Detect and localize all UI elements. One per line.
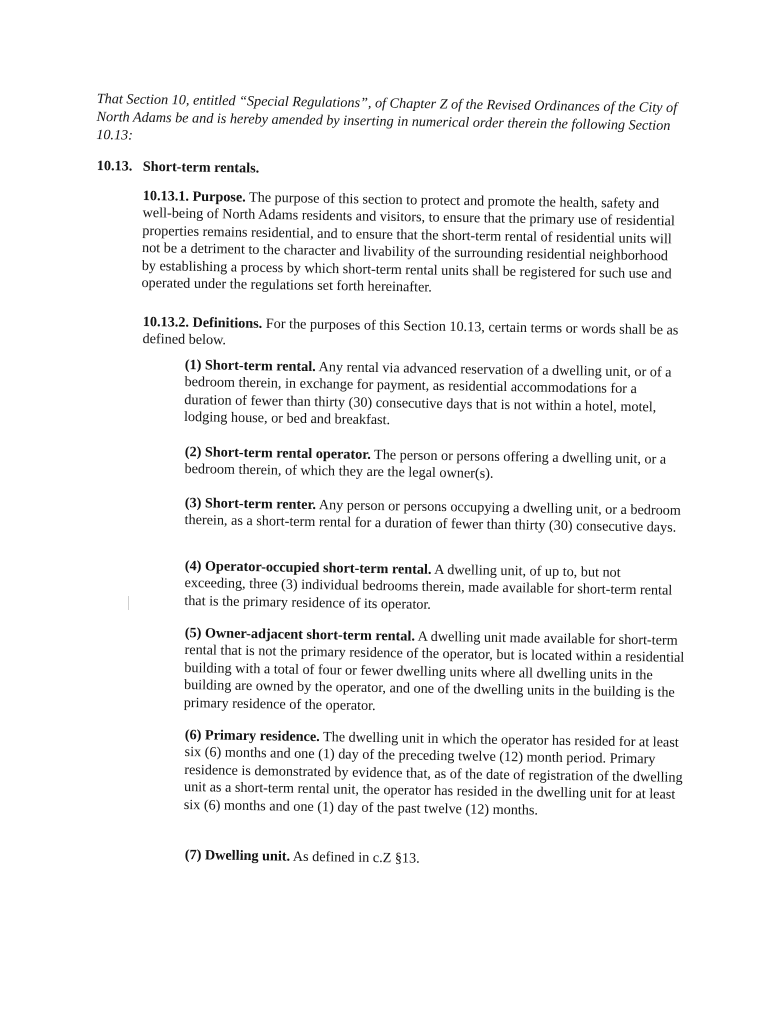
definition-item bbox=[184, 357, 685, 434]
definitions-text: For the purposes of this Section 10.13, certain terms or words shall be as defined below. bbox=[142, 315, 679, 349]
definitions-heading: 10.13.2. Definitions. bbox=[142, 314, 263, 332]
definition-item bbox=[184, 625, 685, 720]
definition-text: The dwelling unit in which the operator has resided for at least six (6) months and one (1) day of the preceding twelve (12) month period. Primary residence is demonstrated by evidence that, as of the date of registration of the dwelling unit as a short-term rental unit, the operator has resided in the dwelling unit for at least six (6) months and one (1) day of the past twelve (12) months. bbox=[183, 729, 683, 819]
definition-term: (4) Operator-occupied short-term rental. bbox=[184, 558, 432, 578]
definition-term: (7) Dwelling unit. bbox=[184, 847, 291, 865]
definition-item bbox=[184, 727, 685, 822]
definition-item bbox=[184, 444, 684, 487]
definition-term: (3) Short-term renter. bbox=[184, 495, 317, 514]
definition-text: Any rental via advanced reservation of a dwelling unit, or of a bedroom therein, in exchange for payment, as residential accommodations for a duration of fewer than thirty (30) consecutive days that is not within a hotel, motel, lodging house, or bed and breakfast. bbox=[183, 359, 672, 429]
definition-text: A dwelling unit made available for short-term rental that is not the primary residence of the operator, but is located within a residential building with a total of four or fewer dwelling units where all dwelling units in the building are owned by the operator, and one of the dwelling units in the building is the primary residence of the operator. bbox=[183, 628, 685, 714]
section-number: 10.13. bbox=[96, 157, 133, 175]
definitions-paragraph bbox=[142, 314, 682, 357]
definition-item bbox=[185, 847, 685, 872]
definition-term: (2) Short-term rental operator. bbox=[184, 444, 371, 463]
definition-term: (6) Primary residence. bbox=[184, 727, 320, 746]
definition-text: As defined in c.Z §13. bbox=[289, 848, 420, 867]
definition-item bbox=[184, 558, 685, 618]
amendment-intro: That Section 10, entitled “Special Regulations”, of Chapter Z of the Revised Ordinances of the City of North Adams be and is hereby amended by inserting in numerical order therein the following Section 10.13: bbox=[96, 90, 678, 144]
definition-term: (1) Short-term rental. bbox=[184, 357, 316, 376]
section-title: Short-term rentals. bbox=[142, 158, 260, 177]
purpose-heading: 10.13.1. Purpose. bbox=[142, 188, 246, 206]
scan-speck bbox=[128, 596, 129, 610]
purpose-text: The purpose of this section to protect and promote the health, safety and well-being of North Adams residents and visitors, to ensure that the primary use of residential properties remains residential, and to ensure that the short-term rental of residential units will not be a detriment to the character and livability of the surrounding residential neighborhood by establishing a process by which short-term rental units shall be registered for such use and operated under the regulations set forth hereinafter. bbox=[141, 189, 675, 296]
definition-text: The person or persons offering a dwelling unit, or a bedroom therein, of which they are the legal owner(s). bbox=[184, 446, 667, 483]
section-heading bbox=[97, 157, 497, 181]
purpose-paragraph bbox=[141, 188, 683, 301]
definition-text: Any person or persons occupying a dwelling unit, or a bedroom therein, as a short-term rental for a duration of fewer than thirty (30) consecutive days. bbox=[184, 497, 682, 537]
definition-text: A dwelling unit, of up to, but not exceeding, three (3) individual bedrooms therein, made available for short-term rental that is the primary residence of its operator. bbox=[184, 561, 673, 613]
definition-term: (5) Owner-adjacent short-term rental. bbox=[184, 625, 416, 645]
definition-item bbox=[184, 495, 684, 538]
